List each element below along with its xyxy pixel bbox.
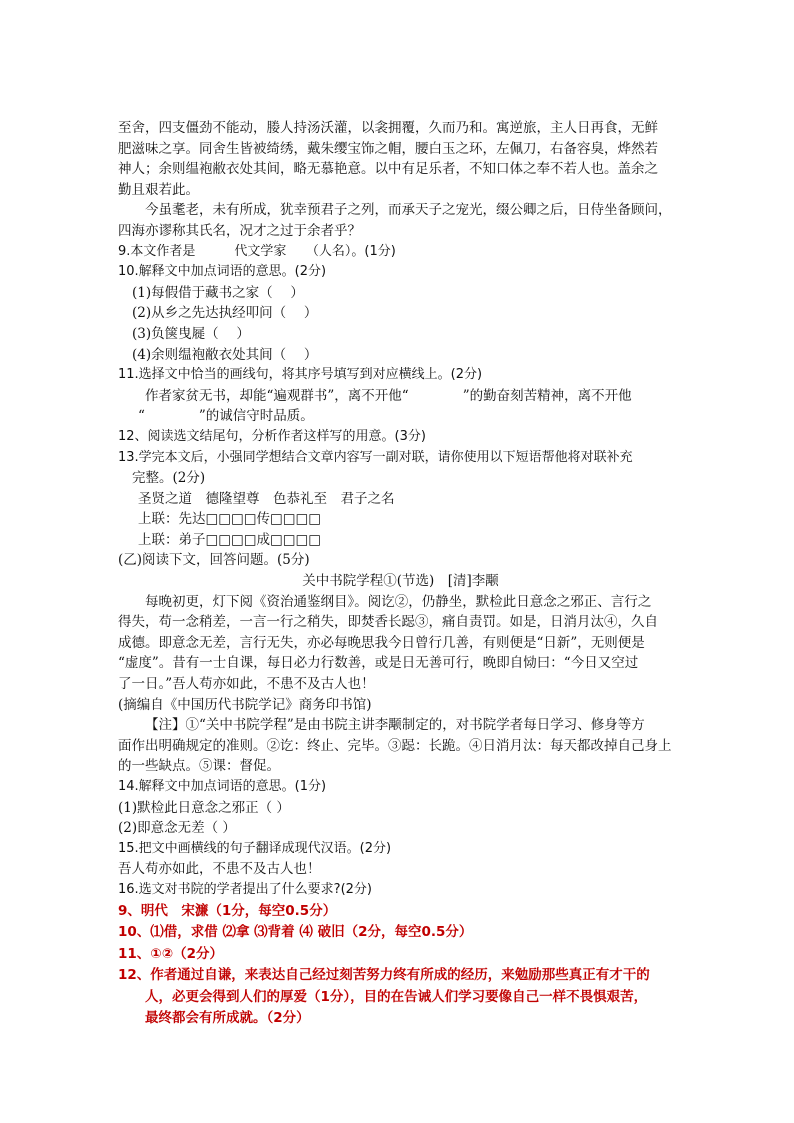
question-10: 10.解释文中加点词语的意思。(2分)	[118, 264, 327, 280]
question-10-item: (3)负箧曳屣（ ）	[132, 325, 250, 342]
questions-a	[118, 242, 683, 551]
question-14-item: (1)默检此日意念之邪正（ ）	[118, 799, 290, 816]
passage-line: 成德。即意念无差，言行无失，亦必每晚思我今日曾行几善，有则便是“日新”，无则便是	[118, 634, 645, 651]
question-11-line: “ ”的诚信守时品质。	[138, 408, 314, 425]
note-line: 的一些缺点。⑤课：督促。	[118, 758, 280, 775]
passage-a	[118, 118, 683, 242]
passage-line: 了一日。”吾人苟亦如此，不患不及古人也！	[118, 676, 375, 693]
question-15: 15.把文中画横线的句子翻译成现代汉语。(2分)	[118, 840, 392, 856]
question-16: 16.选文对书院的学者提出了什么要求?(2分)	[118, 881, 372, 897]
question-9: 9.本文作者是 代文学家 （人名）。(1分)	[118, 243, 396, 259]
questions-b	[118, 777, 683, 901]
couplet-line: 上联：弟子□□□□成□□□□	[138, 531, 322, 548]
question-14: 14.解释文中加点词语的意思。(1分)	[118, 779, 327, 794]
answer-12	[118, 965, 683, 1030]
question-11: 11.选择文中恰当的画线句，将其序号填写到对应横线上。(2分)	[118, 367, 483, 383]
answer-12-line: 最终都会有所成就。（2分）	[145, 1010, 310, 1027]
passage-b-intro: (乙)阅读下文，回答问题。(5分)	[118, 552, 310, 569]
note-line: 【注】①“关中书院学程”是由书院主讲李颙制定的，对书院学者每日学习、修身等方	[145, 717, 645, 734]
question-15-sentence: 吾人苟亦如此，不患不及古人也！	[118, 861, 321, 878]
passage-line: 今虽耄老，未有所成，犹幸预君子之列，而承天子之宠光，缀公卿之后，日侍坐备顾问，	[145, 202, 672, 219]
couplet-line: 上联：先达□□□□传□□□□	[138, 511, 322, 528]
question-10-item: (2)从乡之先达执经叩问（ ）	[132, 305, 318, 322]
question-13-phrases: 圣贤之道 德隆望尊 色恭礼至 君子之名	[138, 490, 395, 507]
passage-b-title: 关中书院学程①(节选) [清]李颙	[302, 573, 499, 590]
document-page	[118, 118, 683, 1030]
passage-line: “虚度”。昔有一士自课，每日必力行数善，或是日无善可行，晚即自恸曰：“今日又空过	[118, 655, 639, 672]
passage-line: 四海亦谬称其氏名，况才之过于余者乎？	[118, 222, 361, 239]
question-13: 13.学完本文后，小强同学想结合文章内容写一副对联，请你使用以下短语帮他将对联补充	[118, 449, 633, 465]
answer-11: 11、①②（2分）	[118, 945, 224, 962]
passage-line: 勤且艰若此。	[118, 181, 199, 198]
question-13-line: 完整。(2分)	[132, 470, 206, 487]
passage-line: 神人；余则缊袍敝衣处其间，略无慕艳意。以中有足乐者，不知口体之奉不若人也。盖余之	[118, 161, 658, 178]
note-line: 面作出明确规定的准则。②讫：终止、完毕。③跽：长跪。④日消月汰：每天都改掉自己身上	[118, 737, 672, 754]
question-10-item: (1)每假借于藏书之家（ ）	[132, 284, 304, 301]
passage-line: 每晚初更，灯下阅《资治通鉴纲目》。阅讫②，仍静坐，默检此日意念之邪正、言行之	[145, 593, 652, 610]
passage-line: 得失，苟一念稍差，一言一行之稍失，即焚香长跽③，痛自责罚。如是，日消月汰④，久自	[118, 614, 658, 631]
question-12: 12、阅读选文结尾句，分析作者这样写的用意。(3分)	[118, 428, 426, 444]
passage-line: 肥滋味之享。同舍生皆被绮绣，戴朱缨宝饰之帽，腰白玉之环，左佩刀，右备容臭，烨然若	[118, 140, 658, 157]
question-11-line: 作者家贫无书，却能“遍观群书”，离不开他“ ”的勤奋刻苦精神，离不开他	[145, 387, 632, 404]
answer-key	[118, 901, 683, 1030]
question-14-item: (2)即意念无差（ ）	[118, 820, 236, 837]
passage-b	[118, 550, 683, 777]
passage-source: (摘编自《中国历代书院学记》商务印书馆)	[118, 696, 372, 713]
answer-10: 10、⑴借，求借 ⑵拿 ⑶背着 ⑷ 破旧（2分，每空0.5分）	[118, 924, 473, 941]
answer-12-line: 12、作者通过自谦，来表达自己经过刻苦努力终有所成的经历，来勉励那些真正有才干的	[118, 967, 650, 984]
question-10-item: (4)余则缊袍敝衣处其间（ ）	[132, 346, 318, 363]
answer-12-line: 人，必更会得到人们的厚爱（1分），目的在告诫人们学习要像自己一样不畏惧艰苦，	[145, 988, 648, 1005]
passage-line: 至舍，四支僵劲不能动，媵人持汤沃灌，以衾拥覆，久而乃和。寓逆旅，主人日再食，无鲜	[118, 120, 658, 136]
answer-9: 9、明代 宋濂（1分，每空0.5分）	[118, 902, 337, 919]
